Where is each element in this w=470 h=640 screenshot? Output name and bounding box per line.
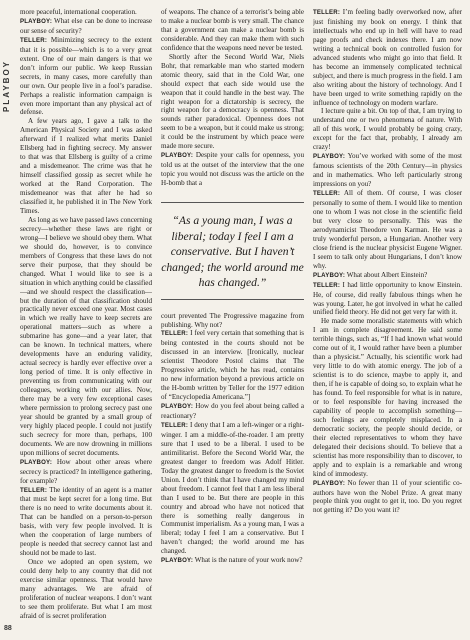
paragraph-text: more peaceful, international cooperation. bbox=[20, 8, 137, 16]
paragraph bbox=[161, 329, 304, 402]
paragraph-text: What is the nature of your work now? bbox=[193, 556, 303, 565]
paragraph bbox=[313, 8, 462, 107]
column-3 bbox=[313, 8, 462, 635]
paragraph-text: The identity of an agent is a matter that must be kept secret for a long time. But there is no need to write documents about it. That can be handled on a person-to-person basis, with very few people involved. It is when the cooperation of large numbers of people is needed that secrecy cannot last and should not be made to last. bbox=[20, 485, 152, 558]
paragraph-text: I had little opportunity to know Einstein. He, of course, did really fabulous things when he was young. Later, he got involved in what he called unified field theory. He did not get very far with it. bbox=[313, 280, 462, 317]
speaker-label: TELLER: bbox=[20, 486, 48, 494]
paragraph-text: What about Albert Einstein? bbox=[345, 270, 428, 279]
speaker-label: TELLER: bbox=[313, 9, 341, 16]
speaker-label: TELLER: bbox=[313, 281, 341, 289]
speaker-label: PLAYBOY: bbox=[313, 271, 346, 279]
column-1 bbox=[20, 8, 152, 635]
paragraph-text: He made some moralistic statements with which I am in complete disagreement. He said some terrible things, such as, “If I had known what would come out of it, I would rather have been a plumber than a physicist.” Actually, his scientific work had very little to do with atomic energy. The job of a scientist is to do science, maybe to apply it, and then, if he is capable of doing so, to explain what he has found. To feel responsible for what is in nature, or to feel responsible for having increased the capability of people to accomplish something—such feelings are completely misplaced. In a democratic society, the people should decide, or their elected representatives to whom they have delegated their decisions should. To believe that a scientist has more responsibility than to discover, to apply and to explain is a remarkable and wrong kind of immodesty. bbox=[313, 317, 462, 478]
paragraph-text: of weapons. The chance of a terrorist’s being able to make a nuclear bomb is very small. The chance that a government can make a nuclear bomb is considerable. And they can make them with such confidence that the weapons need never be tested. bbox=[161, 8, 304, 52]
paragraph bbox=[313, 152, 462, 189]
paragraph-text: How do you feel about being called a reactionary? bbox=[161, 402, 304, 421]
paragraph-text: What else can be done to increase our sense of security? bbox=[20, 16, 152, 35]
speaker-label: TELLER: bbox=[20, 36, 48, 44]
paragraph bbox=[313, 281, 462, 318]
paragraph bbox=[161, 556, 304, 566]
paragraph bbox=[313, 271, 462, 281]
speaker-label: PLAYBOY: bbox=[313, 153, 346, 161]
paragraph bbox=[20, 36, 152, 118]
page-number: 88 bbox=[4, 625, 12, 632]
speaker-label: PLAYBOY: bbox=[313, 479, 346, 487]
paragraph bbox=[313, 107, 462, 152]
speaker-label: PLAYBOY: bbox=[161, 403, 194, 411]
magazine-side-label: PLAYBOY bbox=[2, 60, 11, 112]
paragraph-text: Shortly after the Second World War, Niels Bohr, that remarkable man who started modern atomic theory, said that in the Cold War, one should expect that each side would use the weapon that it could handle in the best way. The right weapon for a dictatorship is secrecy, the right weapon for a democracy is openness. That sounds rather paradoxical. Openness does not seem to be a weapon, but it could make us strong; it could be the instrument by which peace were made more secure. bbox=[161, 52, 304, 151]
paragraph-text: Minimizing secrecy to the extent that it is possible—which is to a very great extent. One of our main dangers is that we don’t inform our public. We keep Russian secrets, in many cases, more carefully than our own. Our people live in a fool’s paradise. Perhaps a realistic information campaign is even more important than any physical act of defense. bbox=[20, 35, 152, 117]
paragraph bbox=[161, 312, 304, 330]
paragraph bbox=[161, 8, 304, 53]
speaker-label: TELLER: bbox=[161, 422, 189, 429]
paragraph bbox=[313, 479, 462, 516]
paragraph bbox=[20, 17, 152, 36]
pull-quote: “As a young man, I was a liberal; today I feel I am a conservative. But I haven’t changed; the world around me has changed.” bbox=[161, 202, 304, 300]
paragraph-text: I feel very certain that something that is being contested in the courts should not be discussed in an interview. [Ironically, nuclear scientist Theodore Postol claims that The Progressive article, which he has read, contains no new information beyond a previous article on the H-bomb written by Teller for the 1977 edition of “Encyclopedia Americana.”] bbox=[161, 329, 304, 402]
paragraph-text: court prevented The Progressive magazine from publishing. Why not? bbox=[161, 311, 304, 329]
paragraph bbox=[20, 216, 152, 458]
speaker-label: PLAYBOY: bbox=[20, 17, 53, 25]
paragraph-text: Despite your calls for openness, you told us at the outset of the interview that the one topic you would not discuss was the article on the H-bomb that a bbox=[161, 151, 304, 188]
paragraph-text: Once we adopted an open system, we could deny help to any country that did not exercise similar openness. That would have many advantages. We are afraid of proliferation of nuclear weapons. I don’t want to see them proliferate. But what I am most afraid of is secret proliferation bbox=[20, 558, 152, 620]
paragraph-text: I’m feeling badly overworked now, after just finishing my book on energy. I think that intellectuals who end up in hell will have to read page proofs and check indexes there. I am now writing a technical book on controlled fusion for advanced students who might go into that field. It has become an immensely complicated technical subject, and there is much progress in the field. I am also writing about the history of technology. And I have been urged to write something rapidly on the influence of technology on modern warfare. bbox=[313, 8, 462, 107]
paragraph-text: I lecture quite a bit. On top of that, I am trying to understand one or two phenomena of nature. With all of this work, I would probably be going crazy, except for the fact that, probably, I already am crazy! bbox=[313, 107, 462, 152]
paragraph bbox=[20, 8, 152, 17]
speaker-label: TELLER: bbox=[313, 190, 341, 198]
paragraph-text: No fewer than 11 of your scientific co-authors have won the Nobel Prize. A great many people think you ought to get it, too. Do you regret not getting it? Do you want it? bbox=[313, 478, 462, 515]
paragraph bbox=[161, 53, 304, 151]
paragraph bbox=[313, 317, 462, 478]
paragraph bbox=[20, 458, 152, 486]
paragraph-text: A few years ago, I gave a talk to the American Physical Society and I was asked afterward if I realized what merits Daniel Ellsberg had in fighting secrecy. My answer to that was that Ellsberg is guilty of a crime and a misdemeanor. The crime was that he himself classified gossip as secret while he worked at the Rand Corporation. The misdemeanor was that after he had so classified it, he published it in The New York Times. bbox=[20, 117, 152, 215]
paragraph bbox=[161, 151, 304, 188]
speaker-label: TELLER: bbox=[161, 330, 189, 338]
paragraph bbox=[161, 402, 304, 421]
paragraph bbox=[20, 486, 152, 559]
paragraph-text: I deny that I am a left-winger or a right-winger. I am a middle-of-the-roader. I am pretty sure that I used to be a liberal. I used to be antimilitarist. Before the Second World War, the greatest danger to freedom was Adolf Hitler. Today the greatest danger to freedom is the Soviet Union. I don’t think that I have changed my mind about freedom. I cannot feel that I am less liberal than I used to be. But there are people in this country and abroad who have not noticed that there is something really dangerous in Communist imperialism. As a young man, I was a liberal; today I feel I am a conservative. But I haven’t changed; the world around me has changed. bbox=[161, 421, 304, 556]
paragraph bbox=[313, 189, 462, 271]
column-2 bbox=[161, 8, 304, 635]
speaker-label: PLAYBOY: bbox=[161, 152, 194, 160]
paragraph-text: All of them. Of course, I was closer personally to some of them. I would like to mention one to whom I was not close in the scientific field but very close to personally. This was the aerodynamicist Theodore von Karman. He was a truly wonderful person, a Hungarian. Another very close friend is the nuclear physicist Eugene Wigner. I seem to talk only about Hungarians, I don’t know why. bbox=[313, 189, 462, 270]
speaker-label: PLAYBOY: bbox=[20, 458, 53, 466]
paragraph-text: As long as we have passed laws concerning secrecy—whether these laws are right or wrong—I believe we should obey them. What we should do, however, is to convince members of Congress that these laws do not serve their purpose, that they should be changed. What I would like to see is a situation in which anything could be classified—and we should respect the classification—but the duration of that classification should practically never exceed one year. Most cases in which we really have to keep secrets are operational matters—such as where a submarine has gone—and a year later, that can be known. In technical matters, where developments have an enduring validity, actual secrecy is hardly ever effective over a long period of time. It is only effective in preventing us from communicating with our colleagues, working with our allies. Now, there may be a very few exceptional cases where permission to prolong secrecy past one year should be granted by a small group of very highly placed people. I could not justify such secrecy for more than, perhaps, 100 documents. We are now drowning in millions upon millions of secret documents. bbox=[20, 215, 152, 457]
paragraph-text: You’ve worked with some of the most famous scientists of the 20th Century—in physics and in mathematics. Who left particularly strong impressions on you? bbox=[313, 152, 462, 189]
paragraph bbox=[20, 117, 152, 215]
paragraph-text: How about other areas where secrecy is practiced? In intelligence gathering, for example? bbox=[20, 457, 152, 485]
paragraph bbox=[20, 558, 152, 621]
paragraph bbox=[161, 421, 304, 556]
speaker-label: PLAYBOY: bbox=[161, 557, 194, 565]
